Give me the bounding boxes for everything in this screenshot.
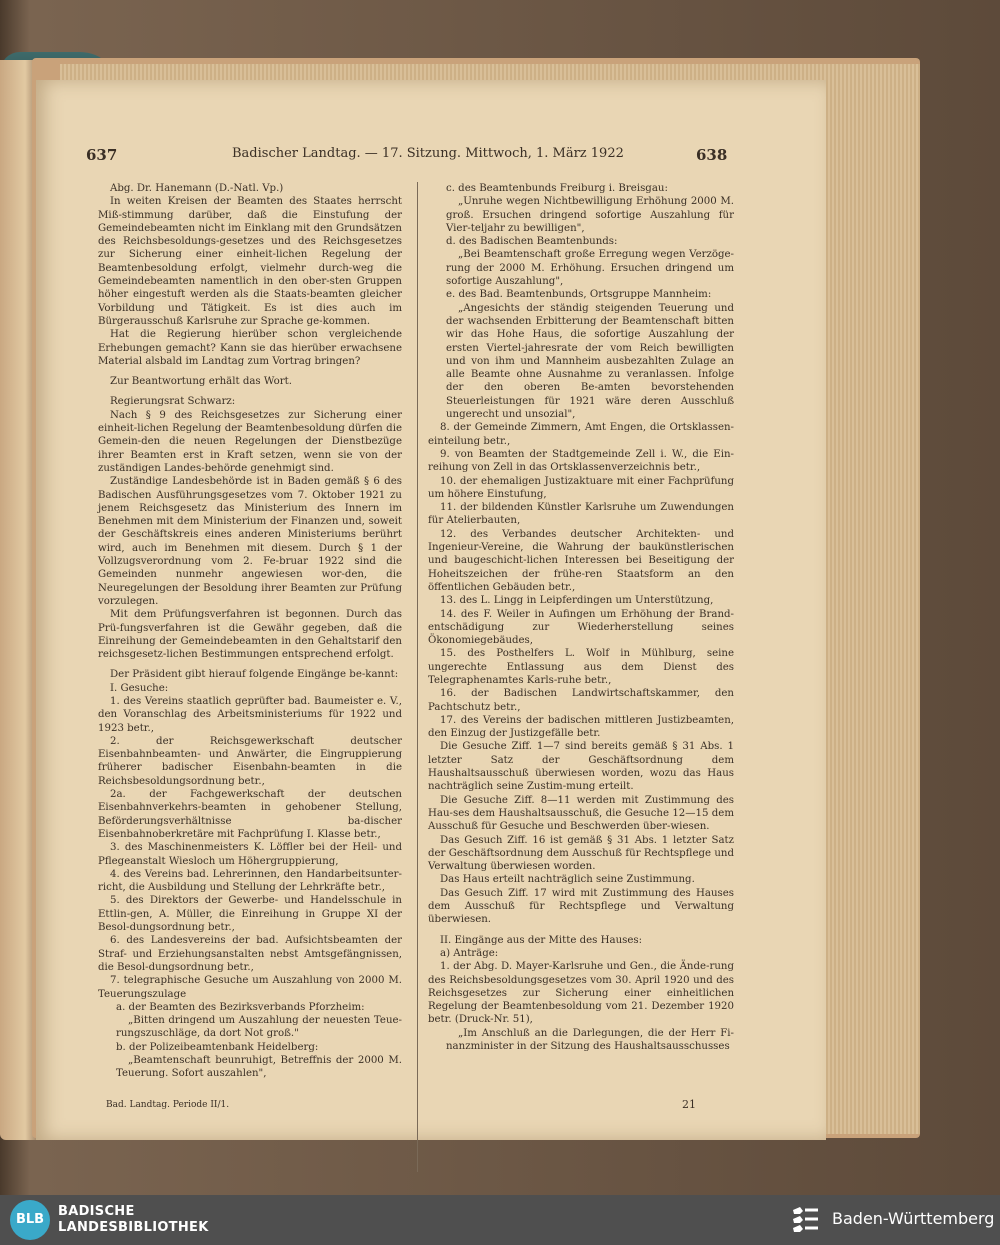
document-page [36, 80, 826, 1140]
list-item: 1. des Vereins staatlich geprüfter bad. Baumeister e. V., den Voranschlag des Arbeitsministeriums für 1922 und 1923 betr., [98, 695, 402, 734]
speaker-line: Regierungsrat Schwarz: [110, 396, 236, 408]
right-text-column [428, 182, 734, 1053]
library-name-line1: BADISCHE [58, 1204, 135, 1219]
quote: „Angesichts der ständig steigenden Teuerung und der wachsenden Erbitterung der Beamtenschaft bitten wir das Hohe Haus, die sofortige Auszahlung der ersten Viertel-jahresrate der vom Reich bewilligten und von ihm und Mannheim ausbezahlten Zulage an alle Beamte ohne Ausnahme zu veranlassen. Infolge der den oberen Be-amten bevorstehenden Steuerleistungen für 1921 wäre deren Ausschluß ungerecht und unsozial", [446, 302, 734, 421]
list-item: 17. des Vereins der badischen mittleren Justizbeamten, den Einzug der Justizgefälle betr. [428, 714, 734, 740]
quote: „Unruhe wegen Nichtbewilligung Erhöhung 2000 M. groß. Ersuchen dringend sofortige Auszahlung für Vier-teljahr zu bewilligen", [446, 196, 734, 234]
quote: „Im Anschluß an die Darlegungen, die der Herr Fi-nanzminister in der Sitzung des Haushaltsausschusses [446, 1027, 734, 1052]
list-subitem: c. des Beamtenbunds Freiburg i. Breisgau: [446, 183, 668, 194]
left-text-column [98, 182, 402, 1081]
quote: „Bei Beamtenschaft große Erregung wegen Verzöge-rung der 2000 M. Erhöhung. Ersuchen dringend um sofortige Auszahlung", [446, 249, 734, 288]
list-subitem: b. der Polizeibeamtenbank Heidelberg: [116, 1041, 319, 1053]
list-subitem: a. der Beamten des Bezirksverbands Pforzheim: [116, 1001, 365, 1013]
paragraph: Die Gesuche Ziff. 1—7 sind bereits gemäß § 31 Abs. 1 letzter Satz der Geschäftsordnung dem Haushaltsausschuß überwiesen worden, wozu das Haus nachträglich seine Zustim-mung erteilt. [428, 741, 734, 793]
state-name[interactable]: Baden-Württemberg [832, 1209, 995, 1228]
library-name[interactable] [58, 1204, 209, 1236]
list-item: 16. der Badischen Landwirtschaftskammer, den Pachtschutz betr., [428, 688, 734, 713]
running-header: Badischer Landtag. — 17. Sitzung. Mittwoch, 1. März 1922 [232, 146, 624, 161]
library-name-line2: LANDESBIBLIOTHEK [58, 1220, 209, 1235]
list-item: 13. des L. Lingg in Leipferdingen um Unterstützung, [440, 595, 714, 607]
speaker-line: Abg. Dr. Hanemann (D.-Natl. Vp.) [110, 183, 284, 194]
list-item: 7. telegraphische Gesuche um Auszahlung von 2000 M. Teuerungszulage [98, 975, 402, 1000]
paragraph: Zuständige Landesbehörde ist in Baden gemäß § 6 des Badischen Ausführungsgesetzes vom 7. Oktober 1921 zu jenem Reichsgesetz das Ministerium des Innern im Benehmen mit dem Ministerium der Finanzen und, soweit der Geschäftskreis eines anderen Ministeriums berührt wird, auch im Benehmen mit diesem. Durch § 1 der Vollzugsverordnung vom 2. Fe-bruar 1922 sind die Gemeinden nunmehr angewiesen wor-den, die Neuregelungen der Besoldung ihrer Beamten zur Prüfung vorzulegen. [98, 476, 402, 607]
column-divider [417, 182, 418, 1172]
list-item: 2a. der Fachgewerkschaft der deutschen Eisenbahnverkehrs-beamten in gehobener Stellung, Beförderungsverhältnisse ba-discher Eisenbahnoberkretäre mit Fachprüfung I. Klasse betr., [98, 789, 402, 840]
list-item: 1. der Abg. D. Mayer-Karlsruhe und Gen., die Ände-rung des Reichsbesoldungsgesetzes vom 30. April 1920 und des Reichsgesetzes zur Sicherung einer einheitlichen Regelung der Beamtenbesoldung vom 21. Dezember 1920 betr. (Druck-Nr. 51), [428, 961, 734, 1026]
list-item: 4. des Vereins bad. Lehrerinnen, den Handarbeitsunter-richt, die Ausbildung und Stellung der Lehrkräfte betr., [98, 868, 402, 894]
list-item: 12. des Verbandes deutscher Architekten- und Ingenieur-Vereine, die Wahrung der baukünstlerischen und baugeschicht-lichen Interessen bei Beseitigung der Hoheitszeichen der frühe-ren Staatsform an den öffentlichen Gebäuden betr., [428, 528, 734, 593]
section-heading: II. Eingänge aus der Mitte des Hauses: [440, 934, 643, 946]
list-item: 5. des Direktors der Gewerbe- und Handelsschule in Ettlin-gen, A. Müller, die Einreihung in Gruppe XI der Besol-dungsordnung betr., [98, 895, 402, 934]
paragraph: Das Haus erteilt nachträglich seine Zustimmung. [440, 874, 695, 886]
list-subitem: e. des Bad. Beamtenbunds, Ortsgruppe Mannheim: [446, 289, 712, 301]
list-item: 14. des F. Weiler in Aufingen um Erhöhung der Brand-entschädigung zur Wiederherstellung seines Ökonomiegebäudes, [428, 608, 734, 647]
section-heading: I. Gesuche: [110, 682, 169, 694]
list-item: 2. der Reichsgewerkschaft deutscher Eisenbahnbeamten- und Anwärter, die Eingruppierung früherer badischer Eisenbahn-beamten in die Reichsbesoldungsordnung betr., [98, 735, 402, 787]
paragraph: Das Gesuch Ziff. 16 ist gemäß § 31 Abs. 1 letzter Satz der Geschäftsordnung dem Ausschuß für Rechtspflege und Verwaltung überwiesen worden. [428, 834, 734, 873]
quote: „Bitten dringend um Auszahlung der neuesten Teue-rungszuschläge, da dort Not groß." [116, 1015, 402, 1040]
subsection-heading: a) Anträge: [440, 947, 499, 959]
list-item: 3. des Maschinenmeisters K. Löffler bei der Heil- und Pflegeanstalt Wiesloch um Höhergruppierung, [98, 842, 402, 867]
paragraph: Der Präsident gibt hierauf folgende Eingänge be-kannt: [110, 669, 399, 681]
sheet-number: 21 [682, 1098, 696, 1111]
quote: „Beamtenschaft beunruhigt, Betreffnis der 2000 M. Teuerung. Sofort auszahlen", [116, 1055, 402, 1080]
paragraph: Das Gesuch Ziff. 17 wird mit Zustimmung des Hauses dem Ausschuß für Rechtspflege und Verwaltung überwiesen. [428, 887, 734, 926]
paragraph: In weiten Kreisen der Beamten des Staates herrscht Miß-stimmung darüber, daß die Einstufung der Gemeindebeamten nicht im Einklang mit den Grundsätzen des Reichsbesoldungs-gesetzes und des Reichsgesetzes zur Sicherung einer einheit-lichen Regelung der Beamtenbesoldung erfolgt, vielmehr durch-weg die Gemeindebeamten namentlich in den ober-sten Gruppen höher eingestuft werden als die Staats-beamten gleicher Vorbildung und Tätigkeit. Es ist dies auch im Bürgerausschuß Karlsruhe zur Sprache ge-kommen. [98, 196, 402, 327]
list-item: 9. von Beamten der Stadtgemeinde Zell i. W., die Ein-reihung von Zell in das Ortsklassenverzeichnis betr., [428, 448, 734, 474]
list-item: 15. des Posthelfers L. Wolf in Mühlburg, seine ungerechte Entlassung aus dem Dienst des Telegraphenamtes Karls-ruhe betr., [428, 648, 734, 686]
viewer-footer-bar [0, 1195, 1000, 1245]
paragraph: Hat die Regierung hierüber schon vergleichende Erhebungen gemacht? Kann sie das hierüber erwachsene Material alsbald im Landtag zum Vortrag bringen? [98, 329, 402, 367]
list-item: 11. der bildenden Künstler Karlsruhe um Zuwendungen für Atelierbauten, [428, 502, 734, 527]
paragraph: Nach § 9 des Reichsgesetzes zur Sicherung einer einheit-lichen Regelung der Beamtenbesoldung dürfen die Gemein-den die neuen Regelungen der Dienstbezüge ihrer Beamten erst in Kraft setzen, wenn sie von der zuständigen Landes-behörde genehmigt sind. [98, 409, 402, 474]
lions-coat-of-arms-icon [790, 1204, 824, 1236]
left-page-number: 637 [86, 146, 118, 164]
list-subitem: d. des Badischen Beamtenbunds: [446, 236, 618, 248]
list-item: 6. des Landesvereins der bad. Aufsichtsbeamten der Straf- und Erziehungsanstalten nebst Amtsgefängnissen, die Besol-dungsordnung betr., [98, 935, 402, 973]
page-footer: Bad. Landtag. Periode II/1. [106, 1100, 230, 1110]
list-item: 8. der Gemeinde Zimmern, Amt Engen, die Ortsklassen-einteilung betr., [428, 422, 734, 447]
paragraph: Mit dem Prüfungsverfahren ist begonnen. Durch das Prü-fungsverfahren ist die Gewähr gegeben, daß die Einreihung der Gemeindebeamten in den Gehaltstarif den reichsgesetz-lichen Bestimmungen entsprechend erfolgt. [98, 609, 402, 661]
paragraph: Zur Beantwortung erhält das Wort. [110, 376, 292, 388]
right-page-number: 638 [696, 146, 728, 164]
blb-logo[interactable]: BLB [10, 1200, 50, 1240]
paragraph: Die Gesuche Ziff. 8—11 werden mit Zustimmung des Hau-ses dem Haushaltsausschuß, die Gesuche 12—15 dem Ausschuß für Gesuche und Beschwerden über-wiesen. [428, 794, 734, 833]
list-item: 10. der ehemaligen Justizaktuare mit einer Fachprüfung um höhere Einstufung, [428, 475, 734, 500]
